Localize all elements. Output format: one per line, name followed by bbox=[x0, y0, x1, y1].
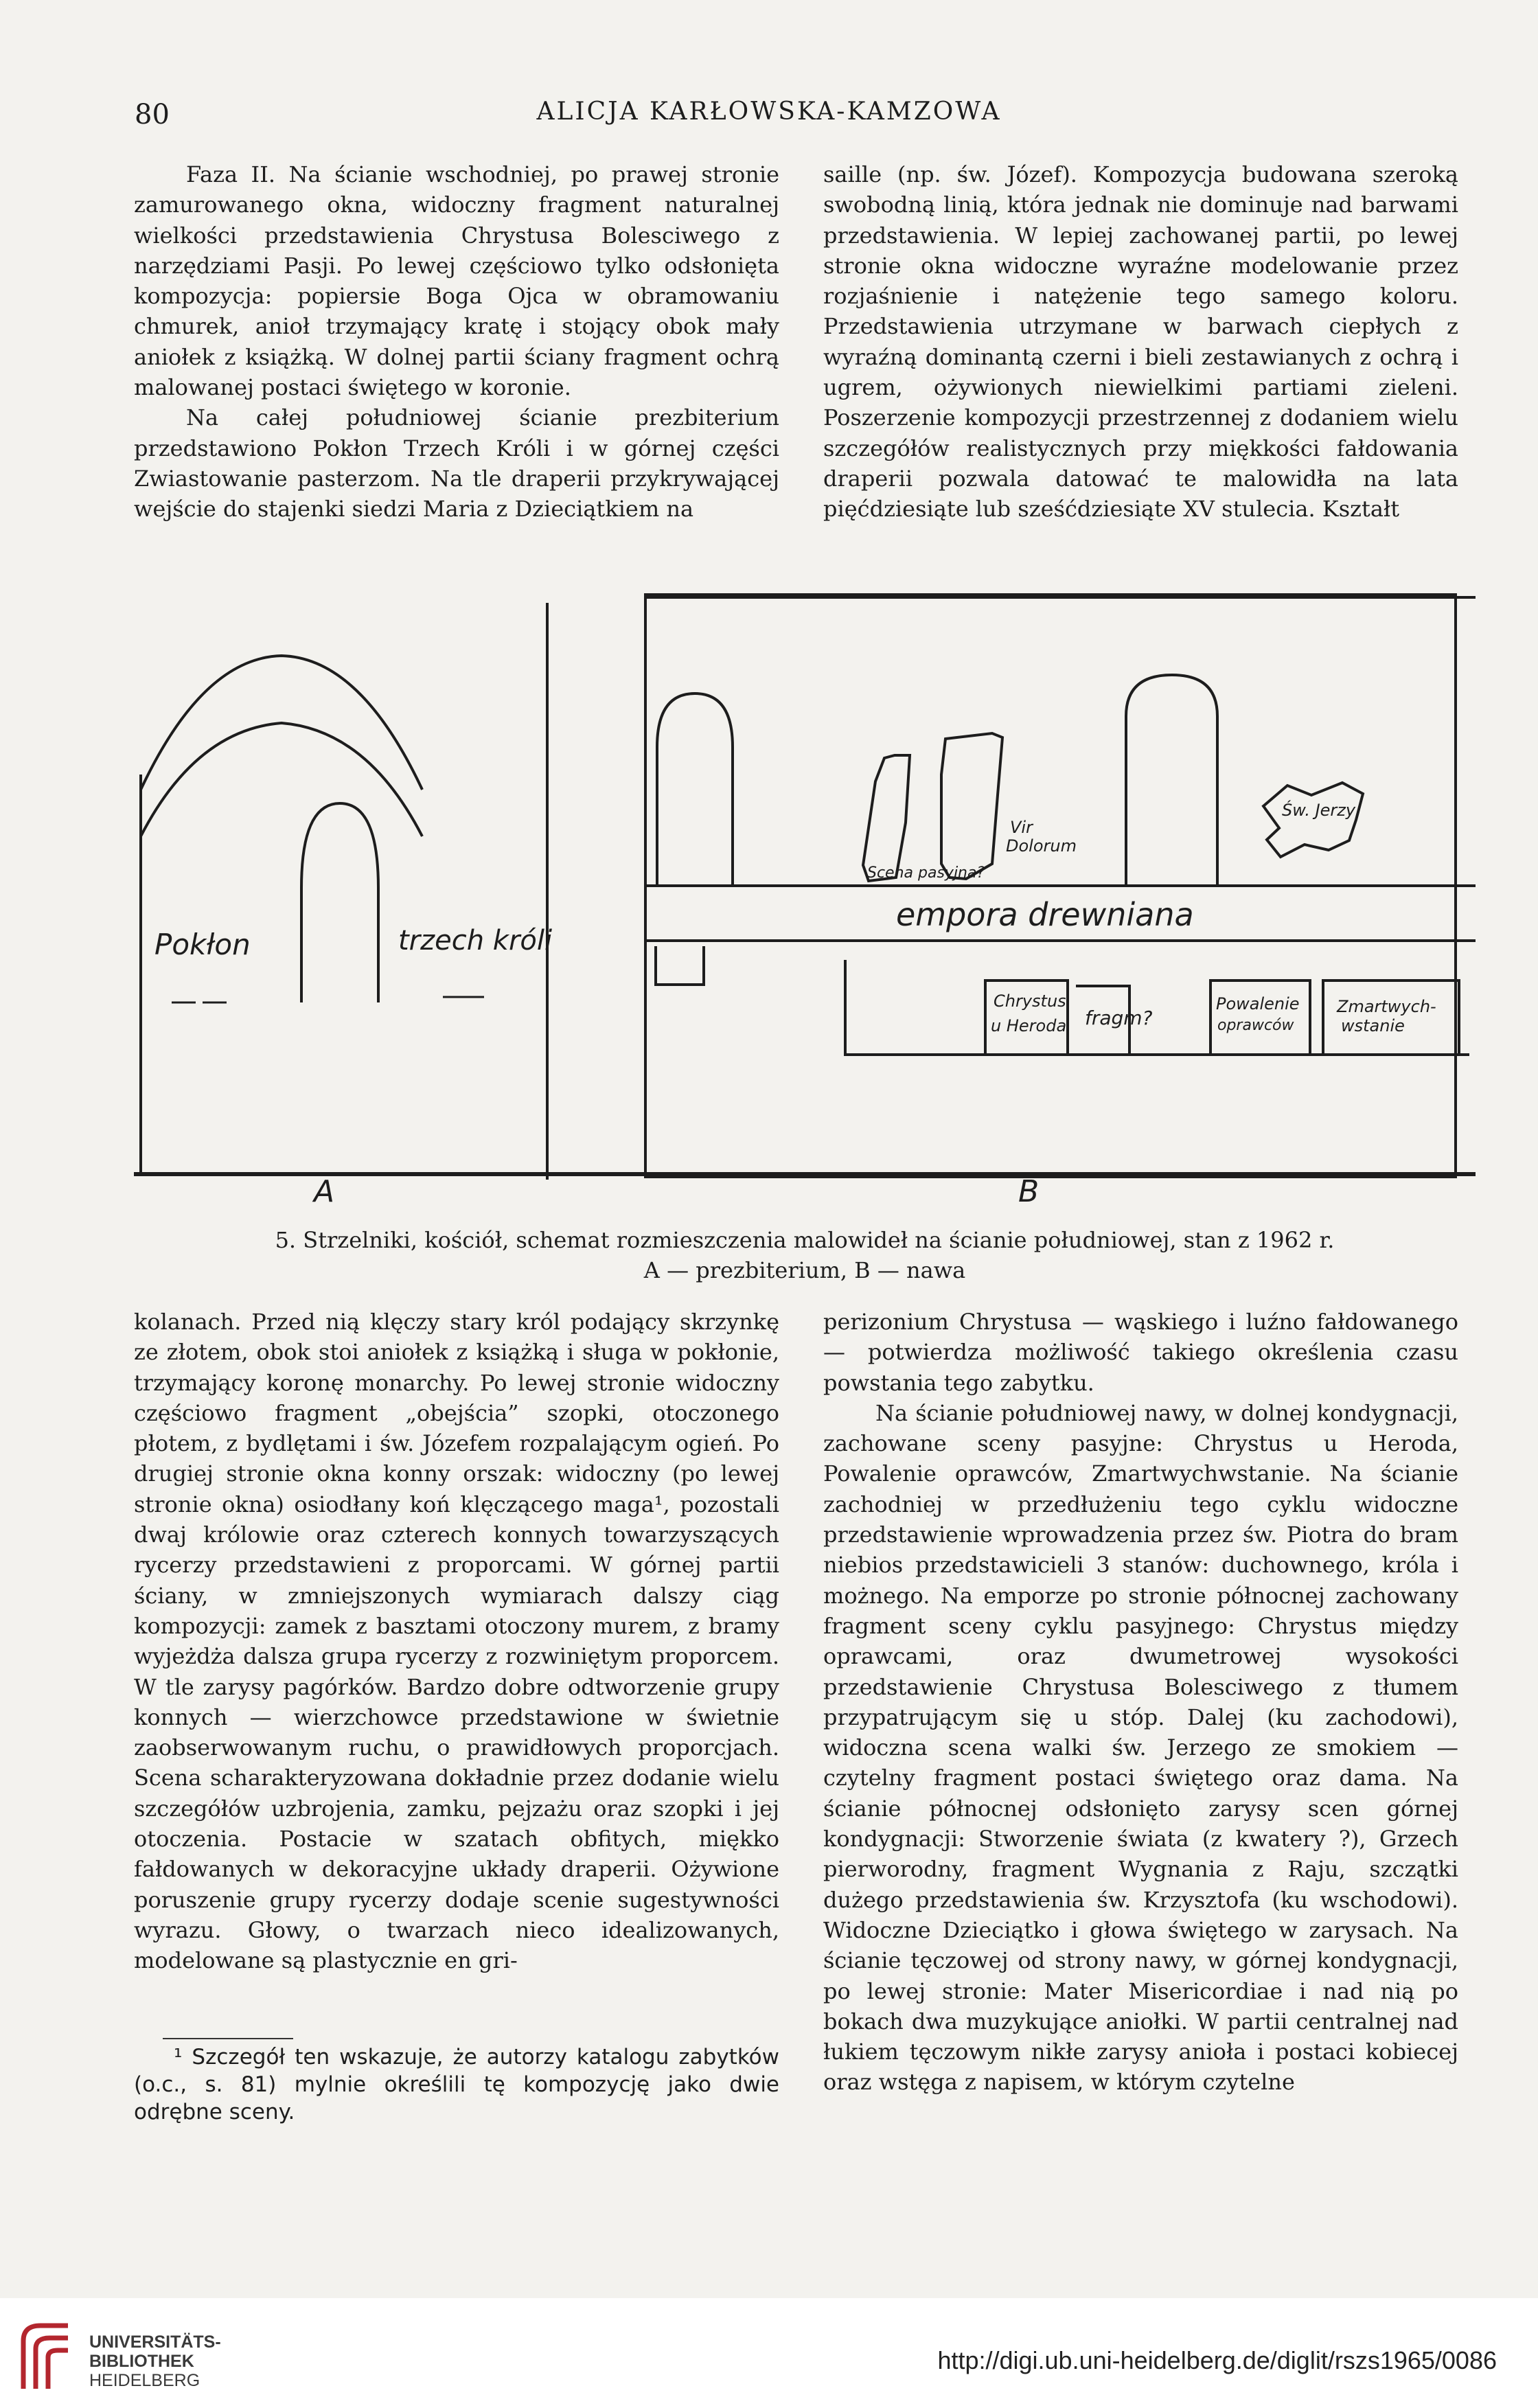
label-vir: Vir bbox=[1010, 818, 1033, 837]
paragraph: saille (np. św. Józef). Kompozycja budowana szeroką swobodną linią, która jednak nie dominuje nad barwami przedstawienia. W lepiej zachowanej partii, po lewej stronie okna widoczne wyraźne modelowanie przez rozjaśnienie i natężenie tego samego koloru. Przedstawienia utrzymane w barwach ciepłych z wyraźną dominantą czerni i bieli zestawianych z ochrą i ugrem, ożywionych niewielkimi partiami zieleni. Poszerzenie kompozycji przestrzennej z dodaniem wielu szczegółów realistycznych przy miękkości fałdowania draperii pozwala datować te malowidła na lata pięćdziesiąte lub sześćdziesiąte XV stulecia. Kształt bbox=[823, 161, 1458, 523]
paragraph: kolanach. Przed nią klęczy stary król podający skrzynkę ze złotem, obok stoi aniołek z książką i sługa w pokłonie, trzymający koronę monarchy. Po lewej stronie widoczny częściowo fragment „obejścia” szopki, otoczonego płotem, z bydlętami i św. Józefem rozpalającym ogień. Po drugiej stronie okna konny orszak: widoczny (po lewej stronie okna) osiodłany koń klęczącego maga¹, pozostali dwaj królowie oraz czterech konnych towarzyszących rycerzy przedstawieni z proporcami. W górnej partii ściany, w zmniejszonych wymiarach dalszy ciąg kompozycji: zamek z basztami otoczony murem, z bramy wyjeżdża dalsza grupa rycerzy z rozwiniętym proporcem. W tle zarysy pagórków. Bardzo dobre odtworzenie grupy konnych — wierzchowce przedstawione w świetnie zaobserwowanym ruchu, o prawidłowych proporcjach. Scena scharakteryzowana dokładnie przez dodanie wielu szczegółów uzbrojenia, zamku, pejzażu oraz szopki i jej otoczenia. Postacie w szatach obfitych, miękko fałdowanych w dekoracyjne układy draperii. Ożywione poruszenie grupy rycerzy dodaje scenie sugestywności wyrazu. Głowy, o twarzach nieco idealizowanych, modelowane są plastycznie en gri- bbox=[134, 1309, 779, 1974]
label-poklon: Pokłon bbox=[154, 928, 251, 961]
paragraph: Na ścianie południowej nawy, w dolnej kondygnacji, zachowane sceny pasyjne: Chrystus u Heroda, Powalenie oprawców, Zmartwychwstanie. Na ścianie zachodniej w przedłużeniu tego cyklu widoczne przedstawienie wprowadzenia przez św. Piotra do bram niebios przedstawicieli 3 stanów: duchownego, króla i możnego. Na emporze po stronie północnej zachowany fragment sceny cyklu pasyjnego: Chrystus między oprawcami, oraz dwumetrowej wysokości przedstawienie Chrystusa Bolesciwego z tłumem przypatrującym się u stóp. Dalej (ku zachodowi), widoczna scena walki św. Jerzego ze smokiem — czytelny fragment postaci świętego oraz dama. Na ścianie północnej odsłonięto zarysy scen górnej kondygnacji: Stworzenie świata (z kwatery ?), Grzech pierworodny, fragment Wygnania z Raju, szczątki dużego przedstawienia św. Krzysztofa (ku wschodowi). Widoczne Dzieciątko i głowa świętego w zarysach. Na ścianie tęczowej od strony nawy, w górnej kondygnacji, po lewej stronie: Mater Misericordiae i nad nią po bokach dwa muzykujące aniołki. W partii centralnej nad łukiem tęczowym nikłe zarysy anioła i postaci kobiecej oraz wstęga z napisem, w którym czytelne bbox=[823, 1399, 1458, 2096]
library-name-line: HEIDELBERG bbox=[89, 2371, 200, 2390]
text-column-bottom-left bbox=[134, 1307, 779, 1976]
st-george-outline bbox=[1263, 783, 1363, 857]
label-wstanie: wstanie bbox=[1341, 1016, 1405, 1035]
library-name-line: UNIVERSITÄTS- bbox=[89, 2332, 221, 2352]
library-name bbox=[89, 2332, 221, 2390]
nave-left-door bbox=[656, 946, 704, 985]
nave-window-left bbox=[657, 693, 733, 884]
figure-caption: 5. Strzelniki, kościół, schemat rozmieszczenia malowideł na ścianie południowej, stan z 1962 r. bbox=[275, 1227, 1335, 1253]
vir-dolorum-outline bbox=[941, 733, 1002, 879]
running-title: ALICJA KARŁOWSKA-KAMZOWA bbox=[536, 98, 1002, 126]
nave-window-right bbox=[1126, 675, 1217, 884]
label-fragm: fragm? bbox=[1085, 1007, 1153, 1029]
text-column-bottom-right bbox=[823, 1307, 1458, 2098]
passion-scene-outline bbox=[863, 755, 910, 881]
footnote-rule bbox=[163, 2038, 293, 2039]
label-sw-jerzy: Św. Jerzy bbox=[1282, 801, 1356, 820]
label-dolorum: Dolorum bbox=[1006, 836, 1077, 856]
label-trzech-kroli: trzech króli bbox=[398, 925, 553, 956]
label-scena-pasyjna: Scena pasyjna? bbox=[867, 864, 985, 882]
label-powalenie: Powalenie bbox=[1216, 994, 1300, 1013]
page-number: 80 bbox=[135, 99, 170, 130]
label-chrystus: Chrystus bbox=[994, 991, 1066, 1011]
label-section-b: B bbox=[1018, 1174, 1040, 1209]
footnote: ¹ Szczegół ten wskazuje, że autorzy katalogu zabytków (o.c., s. 81) mylnie określili tę kompozycję jako dwie odrębne sceny. bbox=[134, 2045, 779, 2124]
text-column-top-left bbox=[134, 159, 779, 525]
church-wall-diagram bbox=[134, 575, 1476, 1209]
label-section-a: A bbox=[314, 1174, 335, 1209]
paragraph: perizonium Chrystusa — wąskiego i luźno fałdowanego — potwierdza możliwość takiego określenia czasu powstania tego zabytku. bbox=[823, 1309, 1458, 1396]
label-oprawcow: oprawców bbox=[1217, 1017, 1294, 1034]
library-logo-icon bbox=[10, 2313, 78, 2396]
library-name-line: BIBLIOTHEK bbox=[89, 2352, 194, 2371]
figure-caption-legend: A — prezbiterium, B — nawa bbox=[643, 1257, 966, 1283]
source-url[interactable]: http://digi.ub.uni-heidelberg.de/diglit/rszs1965/0086 bbox=[937, 2346, 1497, 2374]
label-zmartwych: Zmartwych- bbox=[1337, 997, 1436, 1016]
presbytery-window bbox=[301, 803, 378, 1002]
label-empora: empora drewniana bbox=[896, 896, 1194, 933]
paragraph: Faza II. Na ścianie wschodniej, po prawej stronie zamurowanego okna, widoczny fragment naturalnej wielkości przedstawienia Chrystusa Bolesciwego z narzędziami Pasji. Po lewej częściowo tylko odsłonięta kompozycja: popiersie Boga Ojca w obramowaniu chmurek, anioł trzymający kratę i stojący obok mały aniołek z książką. W dolnej partii ściany fragment ochrą malowanej postaci świętego w koronie. bbox=[134, 161, 779, 401]
text-column-top-right bbox=[823, 159, 1458, 525]
diagram-drawing bbox=[134, 575, 1476, 1209]
presbytery-vault bbox=[141, 723, 422, 836]
paragraph: Na całej południowej ścianie prezbiterium przedstawiono Pokłon Trzech Króli i w górnej części Zwiastowanie pasterzom. Na tle draperii przykrywającej wejście do stajenki siedzi Maria z Dzieciątkiem na bbox=[134, 404, 779, 523]
label-u-heroda: u Heroda bbox=[991, 1016, 1067, 1035]
library-footer bbox=[0, 2298, 1538, 2408]
